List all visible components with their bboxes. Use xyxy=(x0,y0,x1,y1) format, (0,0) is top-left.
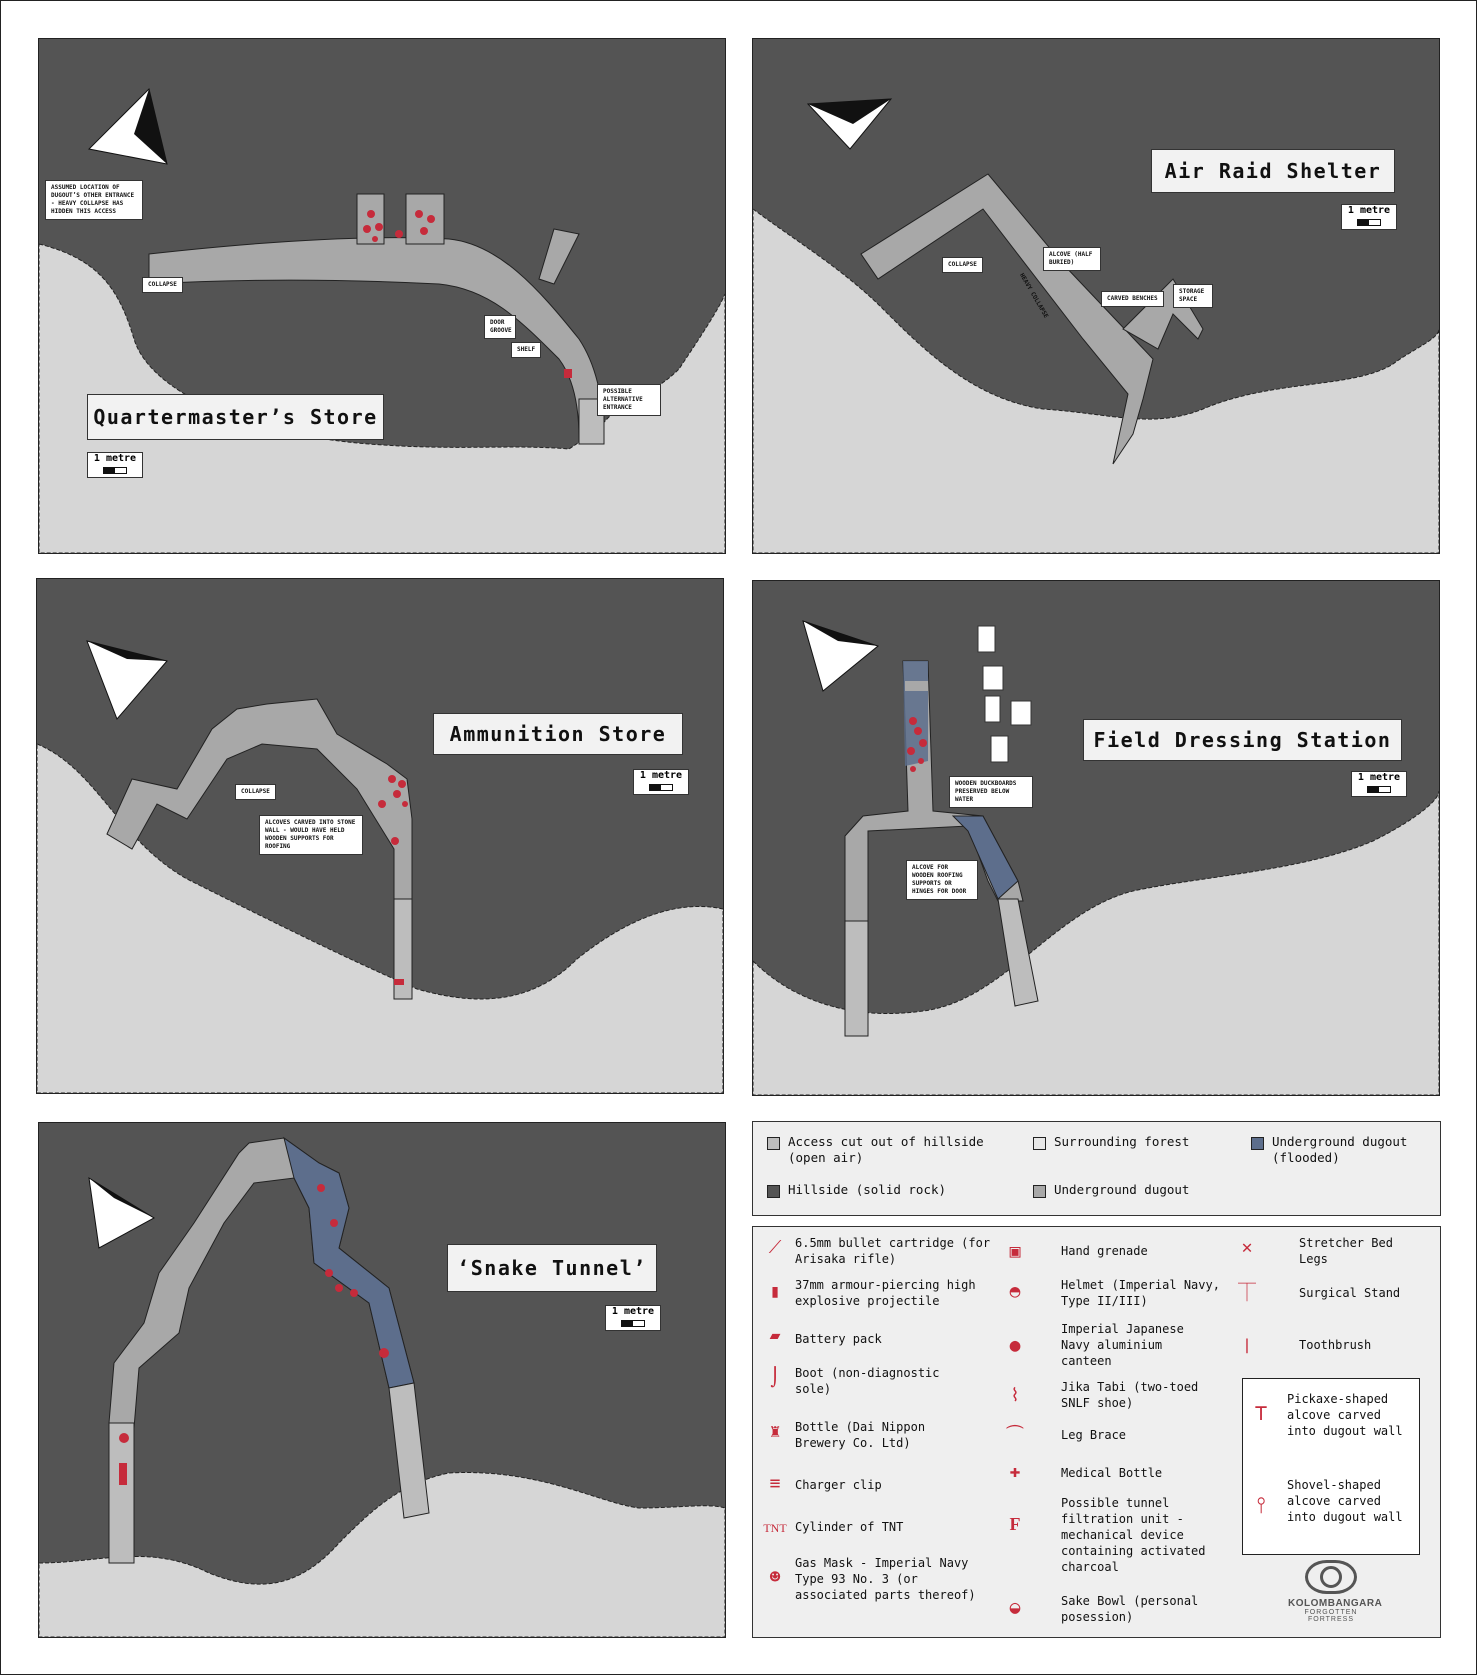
legend-item-label: Pickaxe-shaped alcove carved into dugout wall xyxy=(1287,1392,1403,1438)
map-air-raid-shelter xyxy=(752,38,1440,554)
note-storage-space: STORAGE SPACE xyxy=(1173,284,1213,308)
swatch xyxy=(1251,1137,1264,1150)
eye-logo-icon xyxy=(1305,1560,1357,1594)
projectile-icon: ▮ xyxy=(769,1281,781,1302)
scale-bar: 1 metre xyxy=(605,1305,661,1331)
legend-item-label: Jika Tabi (two-toed SNLF shoe) xyxy=(1061,1380,1199,1410)
map-title: Ammunition Store xyxy=(433,713,683,755)
legend-item-label: Gas Mask - Imperial Navy Type 93 No. 3 (or associated parts thereof) xyxy=(795,1556,976,1602)
legend-item-label: Hand grenade xyxy=(1061,1244,1148,1258)
map-title: Field Dressing Station xyxy=(1083,719,1402,761)
legend-areas xyxy=(752,1121,1441,1216)
battery-icon: ▰ xyxy=(769,1325,781,1346)
legend-item-label: Imperial Japanese Navy aluminium canteen xyxy=(1061,1322,1184,1368)
legend-item-label: Stretcher Bed Legs xyxy=(1299,1236,1393,1266)
note-alcove-half-buried: ALCOVE (HALF BURIED) xyxy=(1043,247,1101,271)
note-assumed-entrance: ASSUMED LOCATION OF DUGOUT’S OTHER ENTRANCE - HEAVY COLLAPSE HAS HIDDEN THIS ACCESS xyxy=(45,180,143,220)
north-arrow-icon xyxy=(803,621,878,691)
legend-item-label: Sake Bowl (personal posession) xyxy=(1061,1594,1199,1624)
legend-item-label: Charger clip xyxy=(795,1478,882,1492)
note-shelf: SHELF xyxy=(511,342,541,358)
note-collapse: COLLAPSE xyxy=(235,784,276,800)
legend-item-label: Surgical Stand xyxy=(1299,1286,1401,1300)
legend-item-label: Boot (non-diagnostic sole) xyxy=(795,1366,940,1396)
legend-item-label: Toothbrush xyxy=(1299,1338,1372,1352)
map-graphic xyxy=(753,581,1439,1095)
legend-item-label: Cylinder of TNT xyxy=(795,1520,904,1534)
legend-item-label: Shovel-shaped alcove carved into dugout wall xyxy=(1287,1478,1403,1524)
scale-bar: 1 metre xyxy=(1351,771,1407,797)
canteen-icon: ● xyxy=(1009,1335,1021,1356)
stretcher-icon: ✕ xyxy=(1241,1237,1253,1258)
swatch xyxy=(1033,1185,1046,1198)
gas-mask-icon: ☻ xyxy=(769,1567,781,1588)
legend-item-label: Helmet (Imperial Navy, Type II/III) xyxy=(1061,1278,1220,1308)
legend-alcove-box xyxy=(1242,1378,1420,1555)
legend-item-label: Leg Brace xyxy=(1061,1428,1127,1442)
legend-item-label: Possible tunnel filtration unit - mechanical device containing activated charcoal xyxy=(1061,1496,1206,1574)
swatch xyxy=(1033,1137,1046,1150)
map-graphic xyxy=(39,1123,725,1637)
legend-item-label: 6.5mm bullet cartridge (for Arisaka rifle) xyxy=(795,1236,991,1266)
medical-bottle-icon: ✚ xyxy=(1009,1461,1021,1482)
swatch xyxy=(767,1137,780,1150)
legend-area-flooded: Underground dugout (flooded) xyxy=(1251,1134,1431,1166)
note-heavy-collapse: HEAVY COLLAPSE xyxy=(1018,272,1050,320)
helmet-icon: ◓ xyxy=(1009,1281,1021,1302)
legend-item-label: 37mm armour-piercing high explosive projectile xyxy=(795,1278,976,1308)
logo-tagline: FORGOTTEN FORTRESS xyxy=(1304,1609,1358,1623)
map-title: Air Raid Shelter xyxy=(1151,149,1395,193)
bullet-icon: ⟋ xyxy=(768,1237,782,1258)
note-wooden-duckboards: WOODEN DUCKBOARDS PRESERVED BELOW WATER xyxy=(949,776,1033,808)
scale-bar: 1 metre xyxy=(1341,204,1397,230)
note-door-groove: DOOR GROOVE xyxy=(484,315,516,339)
kolombangara-logo xyxy=(1288,1560,1383,1623)
toothbrush-icon: ❘ xyxy=(1241,1335,1253,1356)
swatch xyxy=(767,1185,780,1198)
scale-bar: 1 metre xyxy=(87,452,143,478)
map-title: Quartermaster’s Store xyxy=(87,394,384,440)
scale-bar: 1 metre xyxy=(633,769,689,795)
legend-area-dugout: Underground dugout xyxy=(1033,1182,1223,1198)
map-graphic xyxy=(753,39,1439,553)
map-title: ‘Snake Tunnel’ xyxy=(447,1244,657,1292)
surgical-stand-icon: ⏉ xyxy=(1238,1283,1256,1304)
legend-item-label: Bottle (Dai Nippon Brewery Co. Ltd) xyxy=(795,1420,926,1450)
sake-bowl-icon: ◒ xyxy=(1009,1597,1021,1618)
map-quartermasters-store xyxy=(38,38,726,554)
shovel-icon: ⫯ xyxy=(1256,1493,1266,1518)
logo-name: KOLOMBANGARA xyxy=(1288,1598,1383,1609)
map-graphic xyxy=(37,579,723,1093)
note-alcoves-supports: ALCOVES CARVED INTO STONE WALL - WOULD HAVE HELD WOODEN SUPPORTS FOR ROOFING xyxy=(259,815,363,855)
legend-item-label: Medical Bottle xyxy=(1061,1466,1163,1480)
bottle-icon: ♜ xyxy=(769,1421,781,1442)
leg-brace-icon: ⏜ xyxy=(1006,1425,1024,1446)
note-possible-entrance: POSSIBLE ALTERNATIVE ENTRANCE xyxy=(597,384,661,416)
note-collapse: COLLAPSE xyxy=(142,277,183,293)
pickaxe-icon: ⊤ xyxy=(1254,1401,1268,1426)
legend-area-forest: Surrounding forest xyxy=(1033,1134,1223,1150)
filtration-icon: F xyxy=(1009,1514,1021,1534)
note-alcove-roofing: ALCOVE FOR WOODEN ROOFING SUPPORTS OR HINGES FOR DOOR xyxy=(906,860,978,900)
tabi-icon: ⌇ xyxy=(1010,1385,1020,1406)
note-collapse: COLLAPSE xyxy=(942,257,983,273)
charger-clip-icon: ≡ xyxy=(769,1473,781,1494)
legend-area-access: Access cut out of hillside (open air) xyxy=(767,1134,1007,1166)
tnt-icon: TNT xyxy=(763,1521,787,1535)
note-carved-benches: CARVED BENCHES xyxy=(1101,291,1164,307)
map-ammunition-store xyxy=(36,578,724,1094)
grenade-icon: ▣ xyxy=(1009,1241,1021,1262)
alcove-markers xyxy=(978,626,1031,762)
map-snake-tunnel xyxy=(38,1122,726,1638)
boot-icon: ⌡ xyxy=(769,1367,781,1388)
legend-item-label: Battery pack xyxy=(795,1332,882,1346)
legend-area-rock: Hillside (solid rock) xyxy=(767,1182,1007,1198)
map-field-dressing-station xyxy=(752,580,1440,1096)
